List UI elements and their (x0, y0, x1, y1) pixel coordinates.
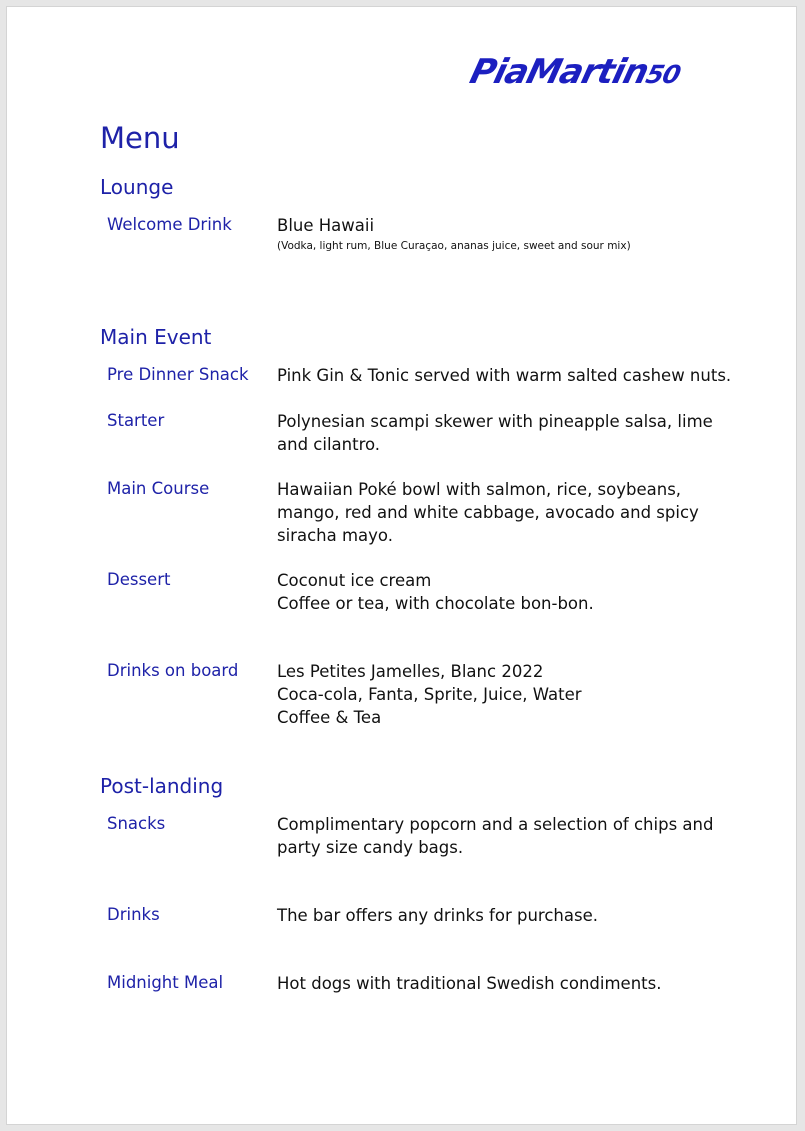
item-desc-starter: Polynesian scampi skewer with pineapple salsa, lime and cilantro. (277, 412, 713, 454)
item-desc-pre-dinner-snack: Pink Gin & Tonic served with warm salted cashew nuts. (277, 366, 732, 385)
item-desc-drinks-on-board: Les Petites Jamelles, Blanc 2022 Coca-cola, Fanta, Sprite, Juice, Water Coffee & Tea (277, 662, 582, 727)
item-label-pre-dinner-snack: Pre Dinner Snack (107, 365, 249, 384)
item-desc-welcome-drink: Blue Hawaii (Vodka, light rum, Blue Curaçao, ananas juice, sweet and sour mix) (277, 214, 717, 253)
section-heading-lounge: Lounge (100, 175, 174, 199)
item-desc-midnight-meal: Hot dogs with traditional Swedish condiments. (277, 974, 662, 993)
section-heading-post-landing: Post-landing (100, 774, 224, 798)
item-note-welcome-drink: (Vodka, light rum, Blue Curaçao, ananas juice, sweet and sour mix) (277, 240, 631, 252)
document-page (6, 6, 797, 1125)
item-label-starter: Starter (107, 411, 165, 430)
item-label-drinks-on-board: Drinks on board (107, 661, 239, 680)
item-label-dessert: Dessert (107, 570, 171, 589)
item-desc-dessert: Coconut ice cream Coffee or tea, with chocolate bon-bon. (277, 571, 594, 613)
item-label-drinks: Drinks (107, 905, 160, 924)
item-label-midnight-meal: Midnight Meal (107, 973, 224, 992)
item-desc-drinks: The bar offers any drinks for purchase. (277, 906, 598, 925)
item-label-welcome-drink: Welcome Drink (107, 215, 232, 234)
item-desc-main-course: Hawaiian Poké bowl with salmon, rice, soybeans, mango, red and white cabbage, avocado and spicy siracha mayo. (277, 480, 699, 545)
piamartin50-logo: PiaMartin50 (466, 52, 683, 92)
item-label-snacks: Snacks (107, 814, 166, 833)
menu-title: Menu (100, 121, 180, 155)
section-heading-main-event: Main Event (100, 325, 212, 349)
item-label-main-course: Main Course (107, 479, 210, 498)
item-desc-snacks: Complimentary popcorn and a selection of chips and party size candy bags. (277, 815, 714, 857)
